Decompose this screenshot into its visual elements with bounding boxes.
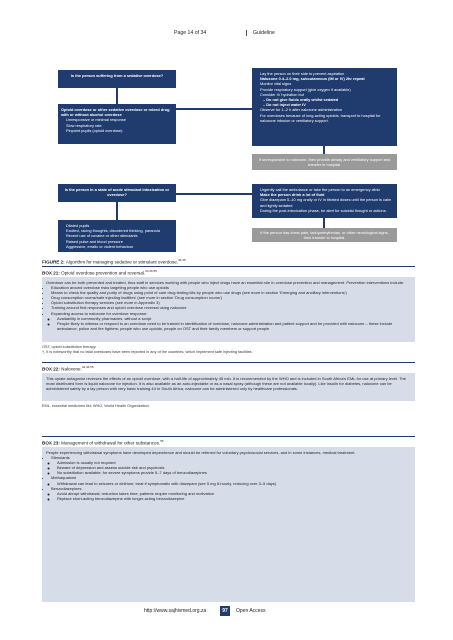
signs-box-stimulant bbox=[58, 220, 176, 252]
question-sedative: Is the person suffering from a sedative overdose? bbox=[70, 73, 164, 78]
action-item: • Provide respiratory support (give oxygen if available) bbox=[260, 87, 394, 92]
box-23-label: BOX 23: bbox=[42, 440, 60, 446]
escalation-note-sedative: If unresponsive to naloxone, then provide airway and ventilatory support and transfer to hospital. bbox=[258, 157, 391, 168]
action-item: • Consider IV hydration but bbox=[260, 92, 394, 97]
box-23-item: ◦ Avoid abrupt withdrawal; reduction takes time; patients require monitoring and motivation bbox=[57, 491, 411, 496]
sign-item: • Unresponsive or minimal response bbox=[66, 117, 173, 122]
signs-box-sedative bbox=[58, 104, 176, 144]
sign-item: • Aggressive, erratic or violent behaviour bbox=[66, 244, 173, 249]
question-box-sedative bbox=[58, 70, 176, 88]
divider bbox=[42, 362, 415, 363]
box-23-item: ◦ Withdrawal can lead to seizures or delirium; treat if symptomatic with diazepam (see 5 mg 8-hourly, reducing over 3–5 days) bbox=[57, 481, 411, 486]
connector bbox=[116, 202, 118, 220]
box-21-item: • Means to check the quality and purity of drugs using point of care drug testing kits by people who use drugs (see more in section 'Emerging and ancillary interventions') bbox=[51, 290, 411, 295]
box-23-item: ◦ No substitution available; for severe symptoms provide 5–7 days of benzodiazepines bbox=[57, 470, 411, 475]
footnote-line: †, It is noteworthy that no fatal overdoses have been reported in any of the countries, which implement safe injecting facilities. bbox=[42, 350, 253, 354]
connector bbox=[323, 218, 325, 228]
box-22-heading: Naloxone. bbox=[61, 366, 82, 372]
box-21-subitem: ◦ Availability in community pharmacies, without a script bbox=[57, 316, 411, 321]
box-23-item: ◦ Beware of depression and assess suicide risk and psychosis bbox=[57, 465, 411, 470]
box-23-refs: 55 bbox=[160, 439, 164, 443]
section-label: Guideline bbox=[246, 30, 275, 36]
action-item: • Urgently call the ambulance or take the person to an emergency clinic bbox=[260, 187, 394, 192]
box-23-panel bbox=[42, 447, 415, 602]
action-item: • Give diazepam 5–10 mg orally or IV in titrated doses until the person is calm and lightly sedated bbox=[260, 197, 394, 207]
figure-label: FIGURE 2: bbox=[42, 259, 65, 265]
box-23-group: • Methaqualone bbox=[51, 475, 411, 480]
action-subitem: – Do not give fluids orally whilst sedated bbox=[263, 97, 339, 103]
figure-caption bbox=[42, 258, 186, 265]
box-23-title bbox=[42, 439, 164, 446]
signs-title-sedative: Opioid overdose or other sedative overdose or mixed drug with or without alcohol overdose bbox=[61, 107, 170, 118]
box-23-item: ◦ Admission is usually not required bbox=[57, 460, 411, 465]
action-item: • Observe for 1–2 h after naloxone administration bbox=[260, 107, 394, 112]
connector bbox=[323, 146, 325, 154]
box-21-refs: 44,46,55 bbox=[145, 269, 157, 273]
box-22-panel bbox=[42, 373, 415, 401]
box-22-text: This opiate antagonist reverses the effects of an opioid overdose, with a half-life of approximately 45 min. It is recommended by the WHO and is included in South Africa's EML for use at primary level. The most distributed form is liquid naloxone for injection. It is also available as an auto-injectable or as a nasal spray (although these are not available locally). Like insulin for diabetes, naloxone can be administered safely by a lay person with very basic training.44 In South Africa, naloxone can be administered only by healthcare professionals. bbox=[46, 376, 406, 392]
box-22-label: BOX 22: bbox=[42, 366, 60, 372]
box-23-group: • Stimulants bbox=[51, 455, 411, 460]
action-item: • For overdoses because of long-acting opioids, transport to hospital for naloxone infusion or ventilatory support. bbox=[260, 113, 394, 123]
box-23-group: • Benzodiazepines bbox=[51, 486, 411, 491]
box-21-item: • Opioid substitution therapy services (see more in Appendix 3) bbox=[51, 300, 411, 305]
page-number-badge: 97 bbox=[220, 606, 230, 616]
box-23-item: ◦ Replace short-acting benzodiazepine with longer-acting benzodiazepine bbox=[57, 496, 411, 501]
box-21-subitem: ◦ People likely to witness or respond to an overdose need to be trained in identification of overdose, naloxone administration and patient support and be provided with naloxone – these include ambulance, police and fire fighters; people who use opioids, people on OST and their family members or support people bbox=[57, 321, 411, 331]
question-stimulant: Is the person in a state of acute stimulant intoxication or overdose? bbox=[64, 187, 170, 198]
box-22-title bbox=[42, 365, 94, 372]
gray-box-sedative bbox=[252, 154, 397, 170]
action-item: • During the post-intoxication phase, be alert for suicidal thought or actions. bbox=[260, 208, 394, 213]
sign-item: • Raised pulse and blood pressure bbox=[66, 239, 173, 244]
action-item: • Monitor vital signs bbox=[260, 81, 394, 86]
box-23-heading: Management of withdrawal for other substances. bbox=[61, 440, 161, 446]
box-21-item: • Expanding access to naloxone for overdose response: bbox=[51, 311, 411, 316]
divider bbox=[42, 436, 415, 437]
action-subitem: – Do not inject water IV bbox=[263, 102, 306, 108]
sign-item: • Excited, racing thoughts, disordered thinking, paranoia bbox=[66, 228, 173, 233]
box-22-refs: 44,46,55 bbox=[81, 365, 94, 369]
sign-item: • Dilated pupils bbox=[66, 223, 173, 228]
action-item: • Naloxone 0.4–2.0 mg, subcutaneous (IM or IV) 2hr repeat bbox=[260, 76, 394, 81]
gray-box-stimulant bbox=[252, 228, 397, 242]
box-21-heading: Opioid overdose prevention and reversal. bbox=[61, 270, 146, 276]
sign-item: • Slow respiratory rate bbox=[66, 123, 173, 128]
escalation-note-stimulant: If the person has chest pain, tachyarrhythmias, or other neurological signs, then transfer to hospital. bbox=[260, 230, 389, 241]
actions-box-sedative bbox=[252, 68, 397, 146]
box-21-item: • Training around first responses and opioid overdose reversal using naloxone bbox=[51, 305, 411, 310]
actions-box-stimulant bbox=[252, 184, 397, 218]
question-box-stimulant bbox=[58, 184, 176, 202]
box-21-intro: Overdose can be both prevented and treated, thus staff in services working with people who inject drugs have an essential role in overdose prevention and management. Prevention interventions include: bbox=[46, 280, 405, 285]
box-22-footnote: EML, essential medicines list; WHO, World Health Organization. bbox=[42, 404, 150, 408]
connector bbox=[116, 88, 118, 104]
box-21-footnote bbox=[42, 345, 253, 355]
journal-link[interactable]: http://www.sajhivmed.org.za bbox=[144, 608, 207, 614]
box-21-item: • Drug consumption rooms/safe injecting facilities' (see more in section 'Drug consumption rooms') bbox=[51, 295, 411, 300]
figure-refs: 44,45 bbox=[178, 258, 186, 262]
box-21-item: • Education around overdose risks targeting people who use opioids bbox=[51, 285, 411, 290]
connector bbox=[176, 193, 252, 195]
sign-item: • Recent use of cocaine or other stimulants bbox=[66, 233, 173, 238]
box-21-panel bbox=[42, 277, 415, 342]
action-item: • Make the person drink a lot of fluid bbox=[260, 192, 394, 197]
sign-item: • Pinpoint pupils (opioid overdose) bbox=[66, 128, 173, 133]
box-21-title bbox=[42, 269, 157, 276]
open-access-label: Open Access bbox=[236, 608, 266, 614]
box-23-intro: People experiencing withdrawal symptoms have developed dependence and should be referred for voluntary psychosocial services, and in some instances, medical treatment. bbox=[46, 450, 356, 455]
connector bbox=[176, 108, 252, 110]
figure-text: Algorithm for managing sedative or stimulant overdose. bbox=[65, 259, 179, 265]
footnote-line: OST, opioid substitution therapy. bbox=[42, 345, 97, 349]
box-21-label: BOX 21: bbox=[42, 270, 60, 276]
divider bbox=[42, 266, 415, 267]
page-indicator: Page 14 of 34 bbox=[174, 30, 207, 36]
action-item: • Lay the person on their side to prevent aspiration bbox=[260, 71, 394, 76]
